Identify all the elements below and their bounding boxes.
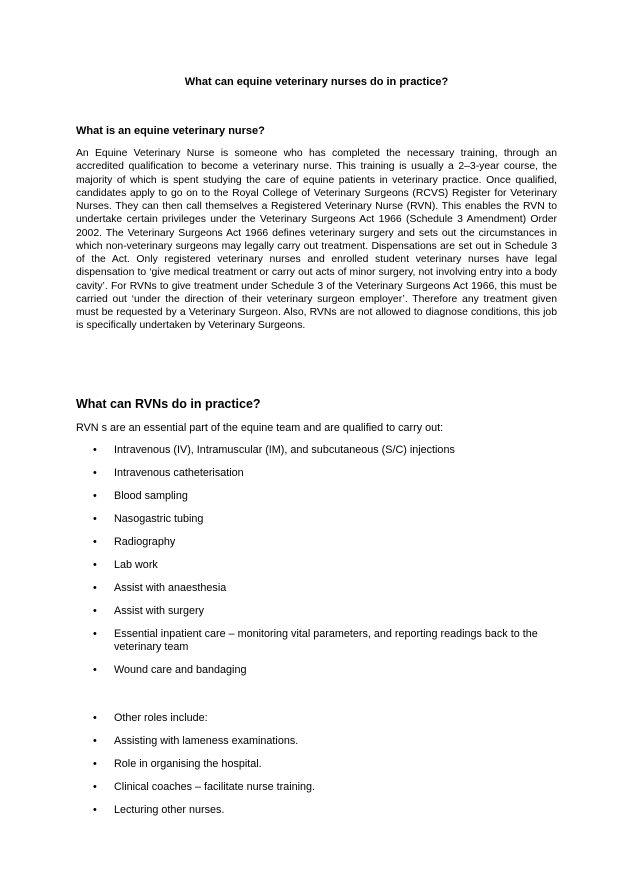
list-item-text: Assisting with lameness examinations. [114,735,299,747]
document-title: What can equine veterinary nurses do in practice? [184,76,449,88]
list-item-text: Clinical coaches – facilitate nurse training. [114,781,316,793]
list-item-text: Intravenous catheterisation [114,467,244,479]
list-item-text: Assist with surgery [114,605,204,617]
bullet-icon: • [93,712,97,724]
list-item-text: Essential inpatient care – monitoring vital parameters, and reporting readings back to the veterinary team [114,628,538,653]
other-roles-list [76,712,566,827]
bullet-icon: • [93,490,97,502]
list-item [76,559,566,572]
list-item [76,467,566,480]
bullet-icon: • [93,444,97,456]
list-item [76,490,566,503]
list-item-text: Assist with anaesthesia [114,582,227,594]
list-item [76,582,566,595]
bullet-icon: • [93,605,97,617]
bullet-icon: • [93,664,97,676]
list-item [76,513,566,526]
list-item-text: Other roles include: [114,712,208,724]
list-item [76,444,566,457]
bullet-icon: • [93,513,97,525]
bullet-icon: • [93,582,97,594]
bullet-icon: • [93,781,97,793]
list-item-text: Wound care and bandaging [114,664,247,676]
bullet-icon: • [93,804,97,816]
bullet-icon: • [93,758,97,770]
list-item [76,804,566,817]
list-item [76,628,566,654]
list-item [76,781,566,794]
list-item [76,536,566,549]
list-item-text: Lecturing other nurses. [114,804,225,816]
duties-list [76,444,566,687]
bullet-icon: • [93,559,97,571]
bullet-icon: • [93,735,97,747]
section2-intro: RVN s are an essential part of the equine team and are qualified to carry out: [76,422,444,434]
bullet-icon: • [93,467,97,479]
list-item [76,605,566,618]
list-item-text: Role in organising the hospital. [114,758,262,770]
list-item [76,735,566,748]
list-item-text: Radiography [114,536,176,548]
list-item [76,712,566,725]
list-item-text: Intravenous (IV), Intramuscular (IM), and subcutaneous (S/C) injections [114,444,455,456]
bullet-icon: • [93,536,97,548]
list-item-text: Blood sampling [114,490,188,502]
list-item-text: Nasogastric tubing [114,513,204,525]
section2-heading: What can RVNs do in practice? [76,397,261,411]
list-item [76,758,566,771]
list-item [76,664,566,677]
section1-heading: What is an equine veterinary nurse? [76,125,265,137]
section1-paragraph: An Equine Veterinary Nurse is someone who has completed the necessary training, through an accredited qualification to become a veterinary nurse. This training is usually a 2–3-year course, the majority of which is spent studying the care of equine patients in veterinary practice. Once qualified, candidates apply to go on to the Royal College of Veterinary Surgeons (RCVS) Register for Veterinary Nurses. They can then call themselves a Registered Veterinary Nurse (RVN). This enables the RVN to undertake certain privileges under the Veterinary Surgeons Act 1966 (Schedule 3 Amendment) Order 2002. The Veterinary Surgeons Act 1966 defines veterinary surgery and sets out the circumstances in which non-veterinary surgeons may legally carry out treatment. Dispensations are set out in Schedule 3 of the Act. Only registered veterinary nurses and enrolled student veterinary nurses have legal dispensation to ‘give medical treatment or carry out acts of minor surgery, not involving entry into a body cavity’. For RVNs to give treatment under Schedule 3 of the Veterinary Surgeons Act 1966, this must be carried out ‘under the direction of their veterinary surgeon employer’. Therefore any treatment given must be requested by a Veterinary Surgeon. Also, RVNs are not allowed to diagnose conditions, this job is specifically undertaken by Veterinary Surgeons. [76,148,557,332]
bullet-icon: • [93,628,97,640]
list-item-text: Lab work [114,559,158,571]
